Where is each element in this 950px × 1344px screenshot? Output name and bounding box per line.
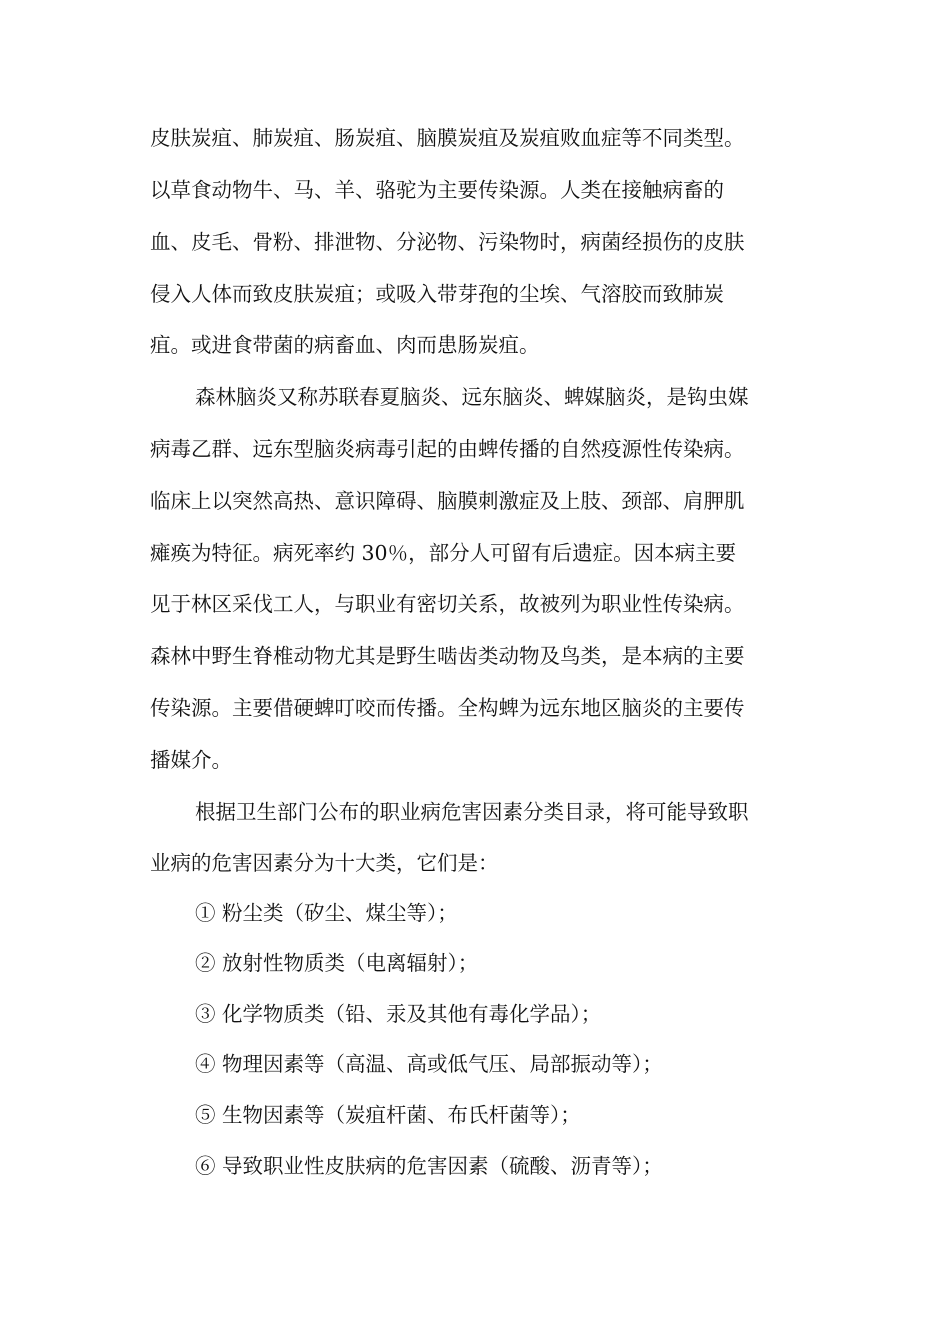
list-item: ⑤ 生物因素等（炭疽杆菌、布氏杆菌等）；: [195, 1103, 581, 1127]
text-line: 侵入人体而致皮肤炭疽；或吸入带芽孢的尘埃、气溶胶而致肺炭: [150, 282, 724, 306]
list-item: ① 粉尘类（矽尘、煤尘等）；: [195, 901, 458, 925]
text-line: 根据卫生部门公布的职业病危害因素分类目录，将可能导致职: [195, 800, 749, 824]
text-line: 森林中野生脊椎动物尤其是野生啮齿类动物及鸟类，是本病的主要: [150, 644, 745, 668]
text-line: 疽。或进食带菌的病畜血、肉而患肠炭疽。: [150, 333, 540, 357]
text-line: 皮肤炭疽、肺炭疽、肠炭疽、脑膜炭疽及炭疽败血症等不同类型。: [150, 126, 745, 150]
list-item: ② 放射性物质类（电离辐射）；: [195, 951, 479, 975]
text-line: 以草食动物牛、马、羊、骆驼为主要传染源。人类在接触病畜的: [150, 178, 724, 202]
text-line: 瘫痪为特征。病死率约 30％，部分人可留有后遗症。因本病主要: [150, 541, 737, 565]
text-line: 播媒介。: [150, 748, 232, 772]
text-line: 业病的危害因素分为十大类，它们是：: [150, 851, 499, 875]
text-line: 传染源。主要借硬蜱叮咬而传播。全构蜱为远东地区脑炎的主要传: [150, 696, 745, 720]
text-line: 临床上以突然高热、意识障碍、脑膜刺激症及上肢、颈部、肩胛肌: [150, 489, 745, 513]
text-line: 病毒乙群、远东型脑炎病毒引起的由蜱传播的自然疫源性传染病。: [150, 437, 745, 461]
list-item: ④ 物理因素等（高温、高或低气压、局部振动等）；: [195, 1052, 663, 1076]
text-line: 见于林区采伐工人，与职业有密切关系，故被列为职业性传染病。: [150, 592, 745, 616]
text-line: 森林脑炎又称苏联春夏脑炎、远东脑炎、蜱媒脑炎，是钩虫媒: [195, 385, 749, 409]
list-item: ③ 化学物质类（铅、汞及其他有毒化学品）；: [195, 1002, 602, 1026]
text-line: 血、皮毛、骨粉、排泄物、分泌物、污染物时，病菌经损伤的皮肤: [150, 230, 745, 254]
list-item: ⑥ 导致职业性皮肤病的危害因素（硫酸、沥青等）；: [195, 1154, 663, 1178]
